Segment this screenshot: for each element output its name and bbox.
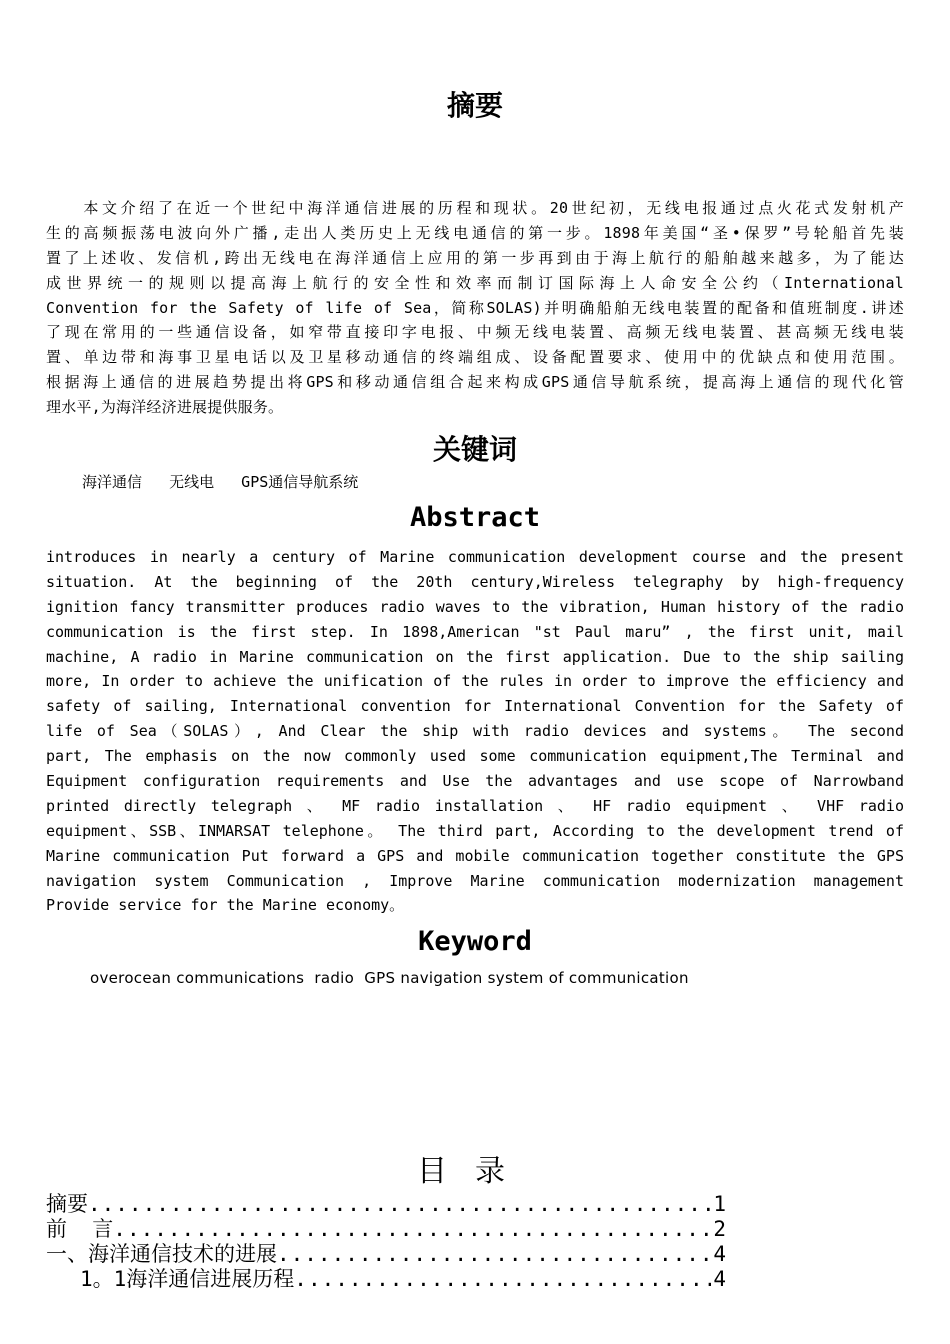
summary-line: 生的高频振荡电波向外广播,走出人类历史上无线电通信的第一步。1898年美国“圣•保罗”号轮船首先装 [46,223,904,242]
abstract-line: part, The emphasis on the now commonly used some communication equipment,The Terminal and [46,747,904,766]
toc-entry-page: 4 [713,1242,726,1266]
toc-entry-page: 4 [713,1267,726,1291]
summary-title: 摘要 [446,89,503,122]
summary-line: 本文介绍了在近一个世纪中海洋通信进展的历程和现状。20世纪初，无线电报通过点火花式发射机产 [46,199,904,217]
toc-dot-leader [294,1267,711,1292]
toc-dot-leader [277,1242,711,1267]
toc-entry[interactable] [46,1192,726,1217]
toc-entry-page: 2 [713,1217,726,1241]
abstract-line: machine, A radio in Marine communication on the first application. Due to the ship sailing [46,647,904,666]
abstract-line: introduces in nearly a century of Marine communication development course and the present [46,548,904,566]
abstract-line: more, In order to achieve the unification of the rules in order to improve the efficiency and [46,672,904,691]
keywords-cn-text: 海洋通信 无线电 GPS通信导航系统 [82,473,359,491]
summary-line: 置了上述收、发信机,跨出无线电在海洋通信上应用的第一步再到由于海上航行的船舶越来越多，为了能达 [46,248,904,267]
abstract-body [46,545,904,918]
toc-dot-leader [88,1192,711,1217]
summary-line: 置、单边带和海事卫星电话以及卫星移动通信的终端组成、设备配置要求、使用中的优缺点和使用范围。 [46,348,904,367]
abstract-line: Marine communication Put forward a GPS and mobile communication together constitute the GPS [46,846,904,865]
abstract-line: Equipment configuration requirements and Use the advantages and use scope of Narrowband [46,772,904,791]
abstract-line: situation. At the beginning of the 20th century,Wireless telegraphy by high-frequency [46,572,904,591]
summary-line: Convention for the Safety of life of Sea，简称SOLAS)并明确船舶无线电装置的配备和值班制度.讲述 [46,298,904,317]
abstract-line: printed directly telegraph 、 MF radio installation 、 HF radio equipment 、 VHF radio [46,796,904,815]
toc-title: 目录 [417,1154,533,1189]
abstract-line: life of Sea（SOLAS）, And Clear the ship with radio devices and systems。 The second [46,722,904,741]
summary-line: 成世界统一的规则以提高海上航行的安全性和效率而制订国际海上人命安全公约（International [46,273,904,292]
abstract-title: Abstract [409,502,541,533]
toc-entry-label: 一、海洋通信技术的进展 [46,1242,277,1266]
table-of-contents [46,1192,726,1292]
summary-body [46,196,904,420]
abstract-line: communication is the first step. In 1898,American "st Paul maru” , the first unit, mail [46,622,904,641]
summary-line: 了现在常用的一些通信设备，如窄带直接印字电报、中频无线电装置、高频无线电装置、甚高频无线电装 [46,323,904,342]
toc-entry-label: 前 言 [46,1217,114,1241]
keywords-en-text: overocean communications radio GPS navigation system of communication [90,969,689,987]
abstract-line: safety of sailing, International convention for International Convention for the Safety of [46,697,904,716]
toc-entry-label: 摘要 [46,1192,88,1216]
toc-entry[interactable] [46,1242,726,1267]
summary-line: 理水平,为海洋经济进展提供服务。 [46,398,284,417]
abstract-line: navigation system Communication , Improve Marine communication modernization management [46,871,904,890]
toc-dot-leader [113,1217,711,1242]
abstract-line: ignition fancy transmitter produces radio waves to the vibration, Human history of the radio [46,597,904,616]
abstract-line: Provide service for the Marine economy。 [46,896,405,915]
summary-line: 根据海上通信的进展趋势提出将GPS和移动通信组合起来构成GPS通信导航系统，提高海上通信的现代化管 [46,373,904,392]
keywords-en-title: Keyword [418,926,532,957]
abstract-line: equipment、SSB、INMARSAT telephone。 The third part, According to the development trend of [46,821,904,840]
toc-entry-label: 1。1海洋通信进展历程 [80,1267,295,1291]
keywords-cn-title: 关键词 [432,433,517,466]
toc-entry[interactable] [46,1267,726,1292]
toc-entry-page: 1 [713,1192,726,1216]
toc-entry[interactable] [46,1217,726,1242]
